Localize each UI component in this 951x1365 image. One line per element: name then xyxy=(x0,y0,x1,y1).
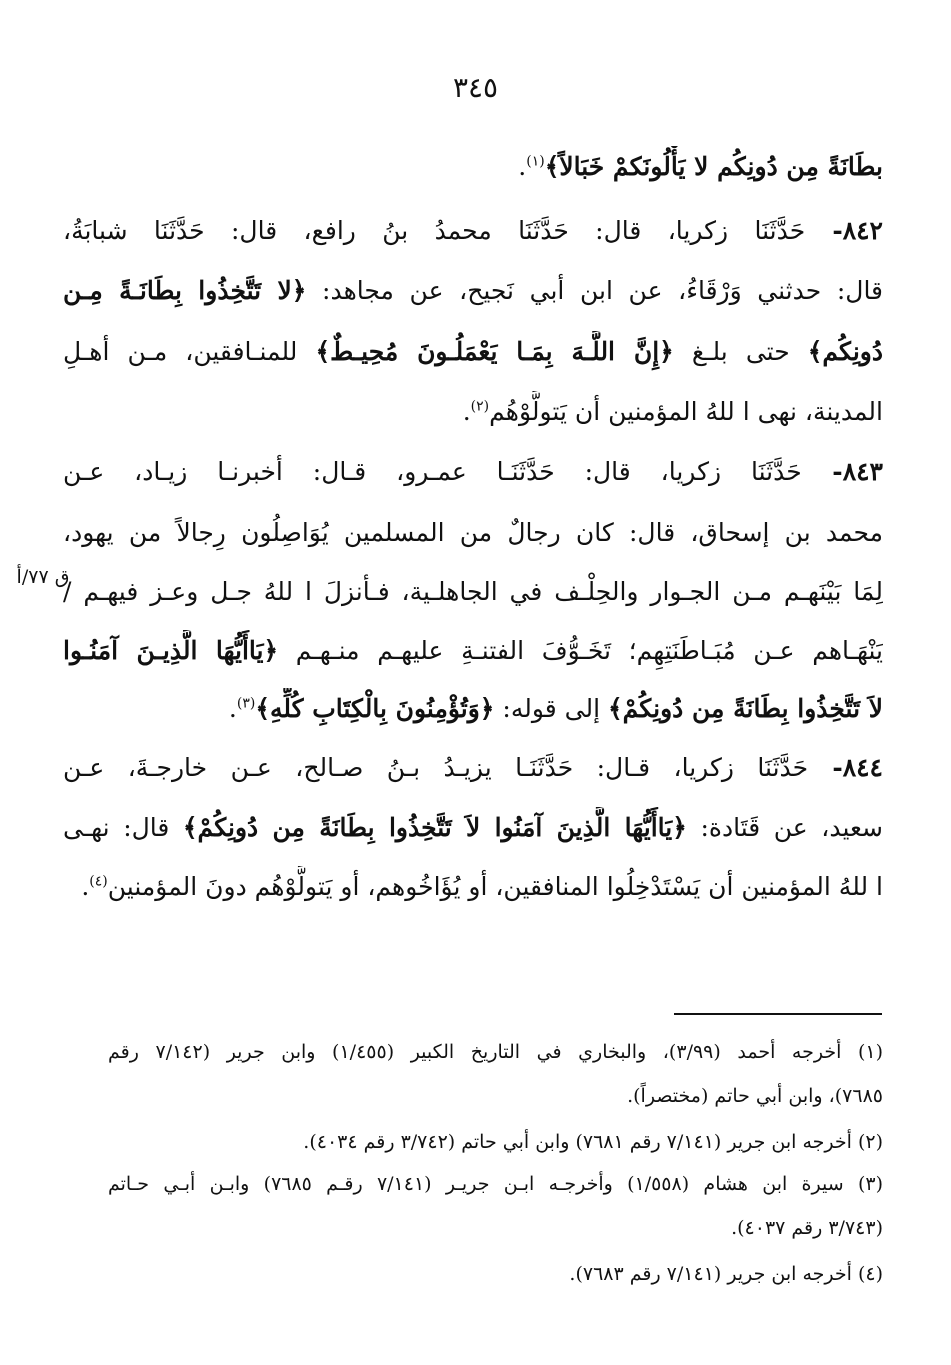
body-text: حَدَّثَنَا زكريا، قال: حَدَّثَنَا محمدُ بنُ رافع، قال: حَدَّثَنَا شبابَةُ، xyxy=(63,216,806,245)
quran-verse-text: لاَ تَتَّخِذُوا بِطَانَةً مِن دُونِكُمْ﴾ xyxy=(608,694,883,723)
body-text: لِمَا بَيْنَهـم مـن الجـوار والحِلْـف في الجاهلـية، فـأنزلَ ا للهُ جـل وعـز فيهـم / xyxy=(63,577,883,606)
quran-verse-text: ﴾ xyxy=(544,152,560,181)
manuscript-folio-note: ق ٧٧/أ xyxy=(16,566,70,588)
footnote-line-4: (٣) سيرة ابن هشام (١/٥٥٨) وأخرجـه ابـن جريـر (٧/١٤١ رقـم ٧٦٨٥) وابـن أبـي حـاتم xyxy=(108,1173,883,1195)
quran-verse-text: ﴿وَتُؤْمِنُونَ بِالْكِتَابِ كُلِّهِ﴾ xyxy=(255,694,495,723)
body-text: . xyxy=(81,872,90,901)
body-text: إلى قوله: xyxy=(494,694,609,723)
body-text: حَدَّثَنَا زكريا، قال: حَدَّثَنَـا عمـرو، قـال: أخبرنـا زيـاد، عـن xyxy=(63,457,802,486)
footnote-line-2: ٧٦٨٥)، وابن أبي حاتم (مختصراً). xyxy=(627,1085,883,1107)
body-line-7 xyxy=(63,512,883,554)
body-text: . xyxy=(228,694,237,723)
body-text: سعيد، عن قَتَادة: xyxy=(686,813,883,842)
quran-verse-text: بطَانَةً مِن دُونِكُم لا يَأْلُونَكمْ خَبَالاً xyxy=(559,152,883,181)
hadith-number: ٨٤٢- xyxy=(805,216,883,245)
body-line-11 xyxy=(63,747,883,789)
footnote-line-6: (٤) أخرجه ابن جرير (٧/١٤١ رقم ٧٦٨٣). xyxy=(569,1263,883,1285)
footnote-reference: (١) xyxy=(526,153,545,170)
body-line-5 xyxy=(63,391,883,433)
page-number: ٣٤٥ xyxy=(452,71,499,104)
footnote-reference: (٣) xyxy=(236,695,256,712)
footnote-line-3: (٢) أخرجه ابن جرير (٧/١٤١ رقم ٧٦٨١) وابن أبي حاتم (٣/٧٤٢ رقم ٤٠٣٤). xyxy=(303,1131,883,1153)
body-text: حتى بلـغ xyxy=(673,337,808,366)
quran-verse-text: ﴿لا تَتَّخِذُوا بِطَانَـةً مِـن xyxy=(63,276,307,305)
body-line-2 xyxy=(63,210,883,252)
body-text: المدينة، نهى ا للهُ المؤمنين أن يَتولَّوْهُم xyxy=(489,397,883,426)
hadith-number: ٨٤٣- xyxy=(801,457,883,486)
footnote-line-1: (١) أخرجه أحمد (٣/٩٩)، والبخاري في التاريخ الكبير (١/٤٥٥) وابن جرير (٧/١٤٢ رقم xyxy=(108,1041,883,1063)
footnote-separator xyxy=(674,1013,882,1015)
footnote-reference: (٢) xyxy=(470,398,490,415)
body-text: حَدَّثَنَا زكريا، قـال: حَدَّثَنَـا يزيـدُ بـنُ صـالح، عـن خارجـةَ، عـن xyxy=(63,753,809,782)
body-text: يَنْهَـاهم عـن مُبَـاطَنَتِهِم؛ تَخَـوُّفَ الفتنـةِ عليهـم منـهـم xyxy=(278,636,883,665)
body-line-12 xyxy=(63,807,883,849)
body-text: . xyxy=(518,152,527,181)
body-text: قال: حدثني وَرْقَاءُ، عن ابن أبي نَجيح، عن مجاهد: xyxy=(306,276,883,305)
quran-verse-text: دُونِكُم﴾ xyxy=(807,337,883,366)
body-line-13 xyxy=(63,866,883,908)
body-text: محمد بن إسحاق، قال: كان رجالٌ من المسلمين يُوَاصِلُون رِجالاً من يهود، xyxy=(63,518,883,547)
body-line-6 xyxy=(63,451,883,493)
body-text: للمنـافقين، مـن أهـلِ xyxy=(63,337,316,366)
quran-verse-text: ﴿يَاأَيُّهَا الَّذِينَ آمَنُوا لاَ تَتَّخِذُوا بِطَانَةً مِن دُونِكُمْ﴾ xyxy=(182,813,687,842)
footnote-reference: (٤) xyxy=(89,873,108,890)
body-text: . xyxy=(462,397,471,426)
body-text: ا للهُ المؤمنين أن يَسْتَدْخِلُوا المنافقين، أو يُؤَاخُوهم، أو يَتولَّوْهُم دونَ المؤمنين xyxy=(107,872,883,901)
body-line-4 xyxy=(63,331,883,373)
footnote-line-5: (٣/٧٤٣ رقم ٤٠٣٧). xyxy=(731,1217,883,1239)
body-text: قال: نهـى xyxy=(63,813,183,842)
body-line-1 xyxy=(63,146,883,188)
body-line-8 xyxy=(63,571,883,613)
hadith-number: ٨٤٤- xyxy=(808,753,883,782)
quran-verse-text: ﴿يَاأَيُّهَا الَّذِيـنَ آمَنُـوا xyxy=(63,636,279,665)
body-line-10 xyxy=(63,688,883,730)
body-line-9 xyxy=(63,630,883,672)
body-line-3 xyxy=(63,270,883,312)
quran-verse-text: ﴿إِنَّ اللَّـهَ بِمَـا يَعْمَلُـونَ مُحِيـطٌ﴾ xyxy=(315,337,674,366)
